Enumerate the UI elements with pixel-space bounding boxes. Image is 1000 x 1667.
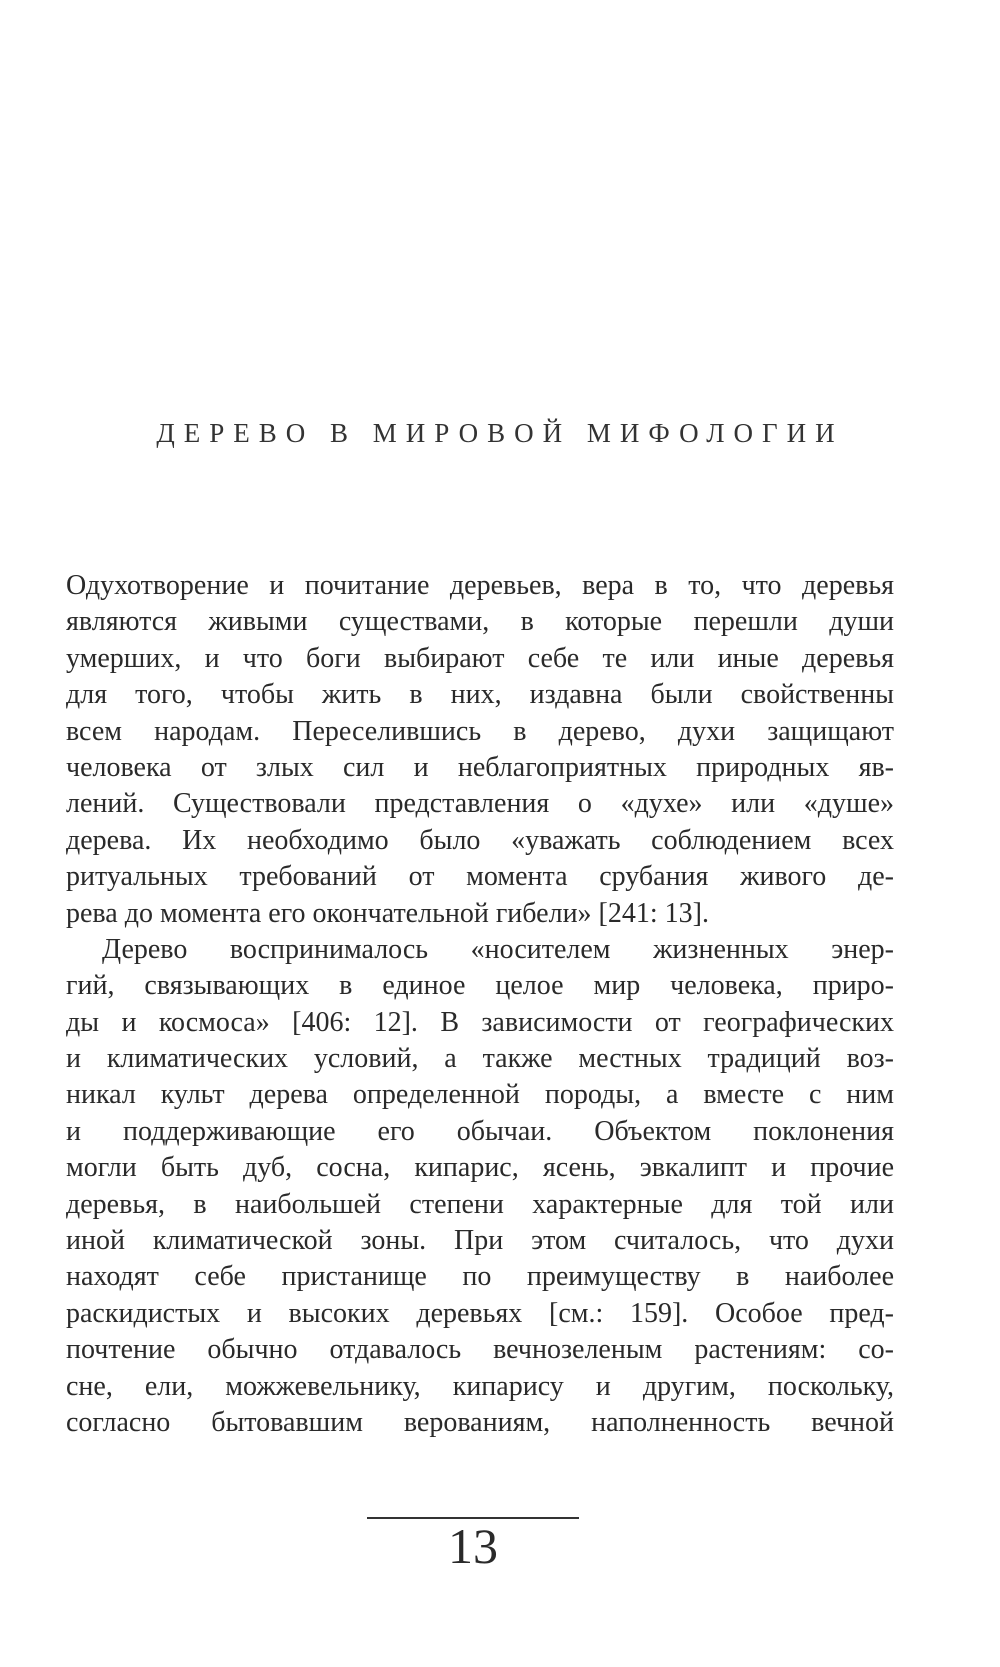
text-line: человека от злых сил и неблагоприятных природных яв- <box>66 751 894 783</box>
text-line: и поддерживающие его обычаи. Объектом поклонения <box>66 1115 894 1147</box>
text-line: всем народам. Переселившись в дерево, духи защищают <box>66 715 894 747</box>
text-line: Одухотворение и почитание деревьев, вера в то, что деревья <box>66 570 894 601</box>
text-line: для того, чтобы жить в них, издавна были свойственны <box>66 679 894 711</box>
text-line: ритуальных требований от момента срубания живого де- <box>66 861 894 893</box>
text-line: гий, связывающих в единое целое мир человека, приро- <box>66 970 894 1002</box>
page-number: 13 <box>448 1518 498 1574</box>
text-line: находят себе пристанище по преимуществу в наиболее <box>66 1261 894 1293</box>
text-line: и климатических условий, а также местных традиций воз- <box>66 1043 894 1075</box>
text-line: раскидистых и высоких деревьях [см.: 159]. Особое пред- <box>66 1297 894 1329</box>
text-line: никал культ дерева определенной породы, а вместе с ним <box>66 1079 894 1111</box>
page-title: ДЕРЕВО В МИРОВОЙ МИФОЛОГИИ <box>156 418 844 448</box>
text-line: дерева. Их необходимо было «уважать соблюдением всех <box>66 824 894 856</box>
text-line: могли быть дуб, сосна, кипарис, ясень, эвкалипт и прочие <box>66 1152 894 1184</box>
text-line: деревья, в наибольшей степени характерные для той или <box>66 1188 894 1220</box>
body-text <box>66 568 894 1441</box>
text-line: рева до момента его окончательной гибели» [241: 13]. <box>66 897 709 929</box>
text-line: ды и космоса» [406: 12]. В зависимости от географических <box>66 1006 894 1038</box>
text-line: согласно бытовавшим верованиям, наполненность вечной <box>66 1406 894 1438</box>
text-line: Дерево воспринималось «носителем жизненных энер- <box>102 933 894 965</box>
text-line: иной климатической зоны. При этом считалось, что духи <box>66 1225 894 1257</box>
text-line: почтение обычно отдавалось вечнозеленым растениям: со- <box>66 1334 894 1366</box>
text-line: умерших, и что боги выбирают себе те или иные деревья <box>66 642 894 674</box>
text-line: лений. Существовали представления о «духе» или «душе» <box>66 788 894 820</box>
text-line: сне, ели, можжевельнику, кипарису и другим, поскольку, <box>66 1370 894 1402</box>
text-line: являются живыми существами, в которые перешли души <box>66 606 894 638</box>
